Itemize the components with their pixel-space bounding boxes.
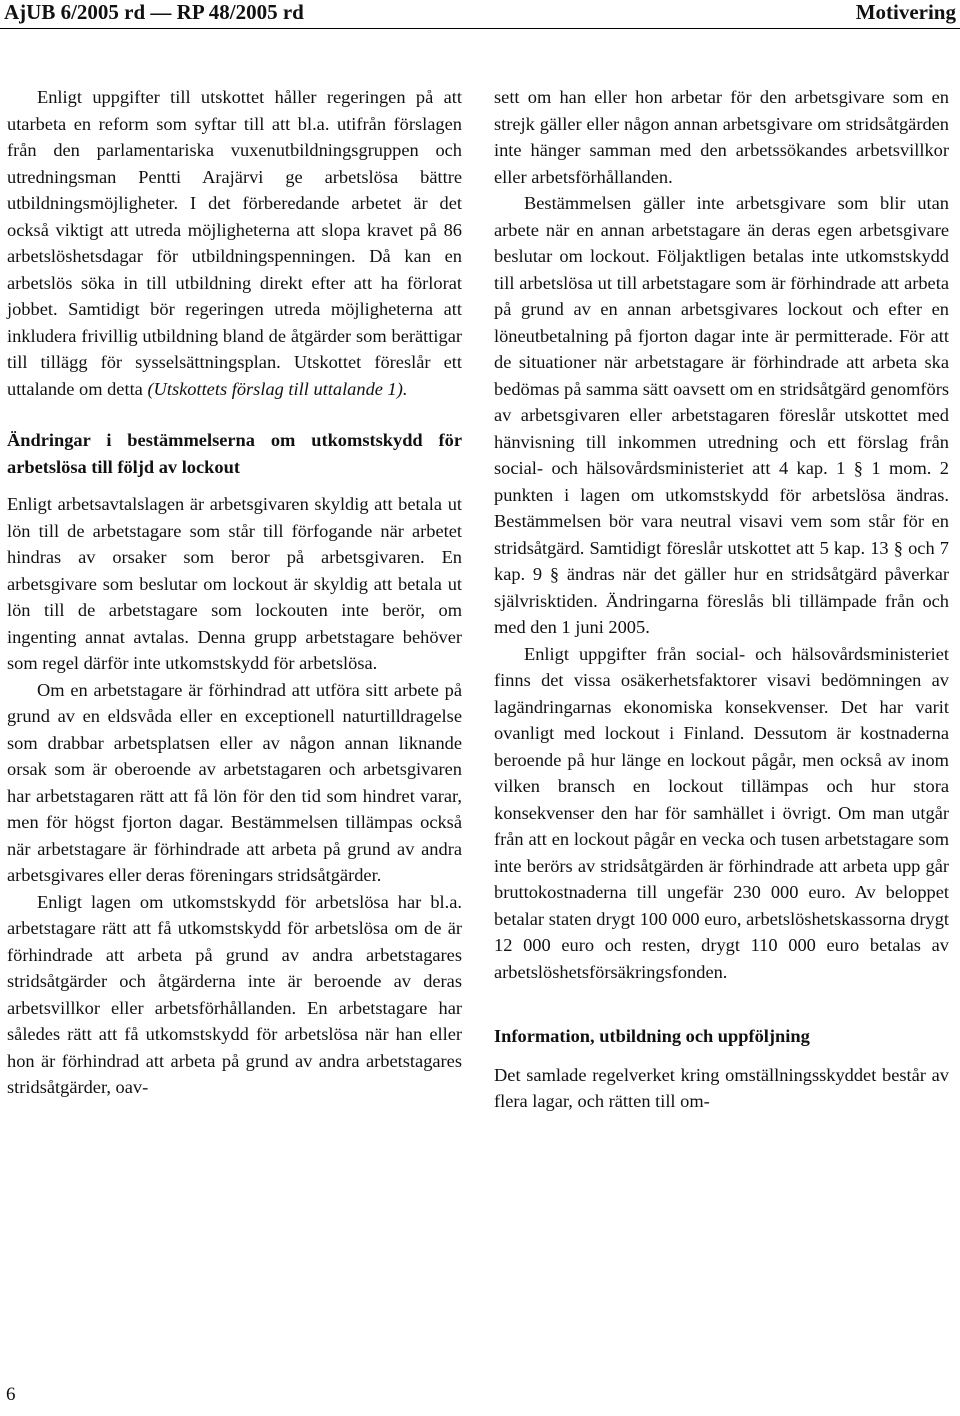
page-header: [0, 0, 960, 29]
left-paragraph-2: Enligt arbetsavtalslagen är arbetsgivaren skyldig att betala ut lön till de arbetstagare som står till förfogande när arbetet hindras av orsaker som beror på arbetsgivaren. En arbetsgivare som beslutar om lockout är skyldig att betala ut lön till de arbetstagare som lockouten inte berör, om ingenting annat avtalas. Denna grupp arbetstagare behöver som regel därför inte utkomstskydd för arbetslösa.: [7, 494, 462, 673]
left-paragraph-1: [7, 84, 462, 402]
right-paragraph-3: Enligt uppgifter från social- och hälsovårdsministeriet finns det vissa osäkerhetsfaktorer visavi bedömningen av lagändringarnas ekonomiska konsekvenser. Det har varit ovanligt med lockout i Finland. Dessutom är kostnaderna beroende på hur länge en lockout pågår, men också av inom vilken bransch en lockout tillämpas och hur stora konsekvenser den har för samhället i övrigt. Om man utgår från att en lockout pågår en vecka och tusen arbetstagare som inte berörs av stridsåtgärden är förhindrade att arbeta upp går bruttokostnaderna till ungefär 230 000 euro. Av beloppet betalar staten drygt 100 000 euro, arbetslöshetskassorna drygt 12 000 euro och resten, drygt 110 000 euro betalas av arbetslöshetsförsäkringsfonden.: [494, 643, 949, 982]
left-paragraph-1-reference: (Utskottets förslag till uttalande 1).: [147, 378, 408, 399]
left-paragraph-3: Om en arbetstagare är förhindrad att utföra sitt arbete på grund av en eldsvåda eller en exceptionell naturtilldragelse som drabbar arbetsplatsen eller av någon annan liknande orsak som är oberoende av arbetstagaren och arbetsgivaren har arbetstagaren rätt att få lön för den tid som hindret varar, men för högst fjorton dagar. Bestämmelsen tillämpas också när arbetstagare är förhindrade att arbeta på grund av andra arbetsgivares eller deras föreningars stridsåtgärder.: [7, 679, 462, 885]
right-paragraph-2: Bestämmelsen gäller inte arbetsgivare som blir utan arbete när en annan arbetstagare än deras egen arbetsgivare beslutar om lockout. Följaktligen betalas inte utkomstskydd till arbetslösa ut till arbetstagare som är förhindrade att arbeta på grund av en annan arbetsgivares lockout och efter en löneutbetalning på fjorton dagar inte är permitterade. För att de situationer när arbetstagare är förhindrade att arbeta ska bedömas på samma sätt oavsett om en stridsåtgärd genomförs av arbetsgivaren eller arbetstagaren föreslår utskottet med hänvisning till inkommen utredning och ett förslag från social- och hälsovårdsministeriet att 4 kap. 1 § 1 mom. 2 punkten i lagen om utkomstskydd för arbetslösa ändras. Bestämmelsen bör vara neutral visavi vem som står för en stridsåtgärd. Samtidigt föreslår utskottet att 5 kap. 13 § och 7 kap. 9 § ändras när det gäller hur en stridsåtgärd påverkar självrisktiden. Ändringarna föreslås bli tillämpade från och med den 1 juni 2005.: [494, 193, 949, 637]
header-document-reference: AjUB 6/2005 rd — RP 48/2005 rd: [4, 0, 304, 24]
section-heading-information: Information, utbildning och uppföljning: [494, 1026, 810, 1046]
header-section-title: Motivering: [855, 0, 956, 24]
left-paragraph-1-text: Enligt uppgifter till utskottet håller regeringen på att utarbeta en reform som syftar till att bl.a. utifrån förslagen från den parlamentariska vuxenutbildningsgruppen och utredningsman Pentti Arajärvi ge arbetslösa bättre utbildningsmöjligheter. I det förberedande arbetet är det också viktigt att utreda möjligheterna att slopa kravet på 86 arbetslöshetsdagar för utbildningspenningen. Då kan en arbetslös söka in till utbildning direkt efter att ha förlorat jobbet. Samtidigt bör regeringen utreda möjligheterna att inkludera frivillig utbildning bland de åtgärder som berättigar till tillägg för sysselsättningsplan. Utskottet föreslår ett uttalande om detta: [7, 87, 462, 399]
section-heading-lockout: Ändringar i bestämmelserna om utkomstskydd för arbetslösa till följd av lockout: [7, 430, 462, 477]
right-paragraph-4: Det samlade regelverket kring omställningsskyddet består av flera lagar, och rätten till om-: [494, 1064, 949, 1111]
right-column: [494, 84, 949, 1115]
left-column: [7, 84, 462, 1101]
right-paragraph-1: sett om han eller hon arbetar för den arbetsgivare som en strejk gäller eller någon annan arbetsgivare om stridsåtgärden inte hänger samman med den arbetssökandes arbetsvillkor eller arbetsförhållanden.: [494, 87, 949, 187]
page-number: 6: [6, 1384, 16, 1405]
left-paragraph-4: Enligt lagen om utkomstskydd för arbetslösa har bl.a. arbetstagare rätt att få utkomstskydd för arbetslösa om de är förhindrade att arbeta på grund av andra arbetstagares stridsåtgärder och åtgärderna inte är beroende av deras arbetsvillkor eller arbetsförhållanden. En arbetstagare har således rätt att få utkomstskydd för arbetslösa när han eller hon är förhindrad att arbeta på grund av andra arbetstagares stridsåtgärder, oav-: [7, 891, 462, 1097]
